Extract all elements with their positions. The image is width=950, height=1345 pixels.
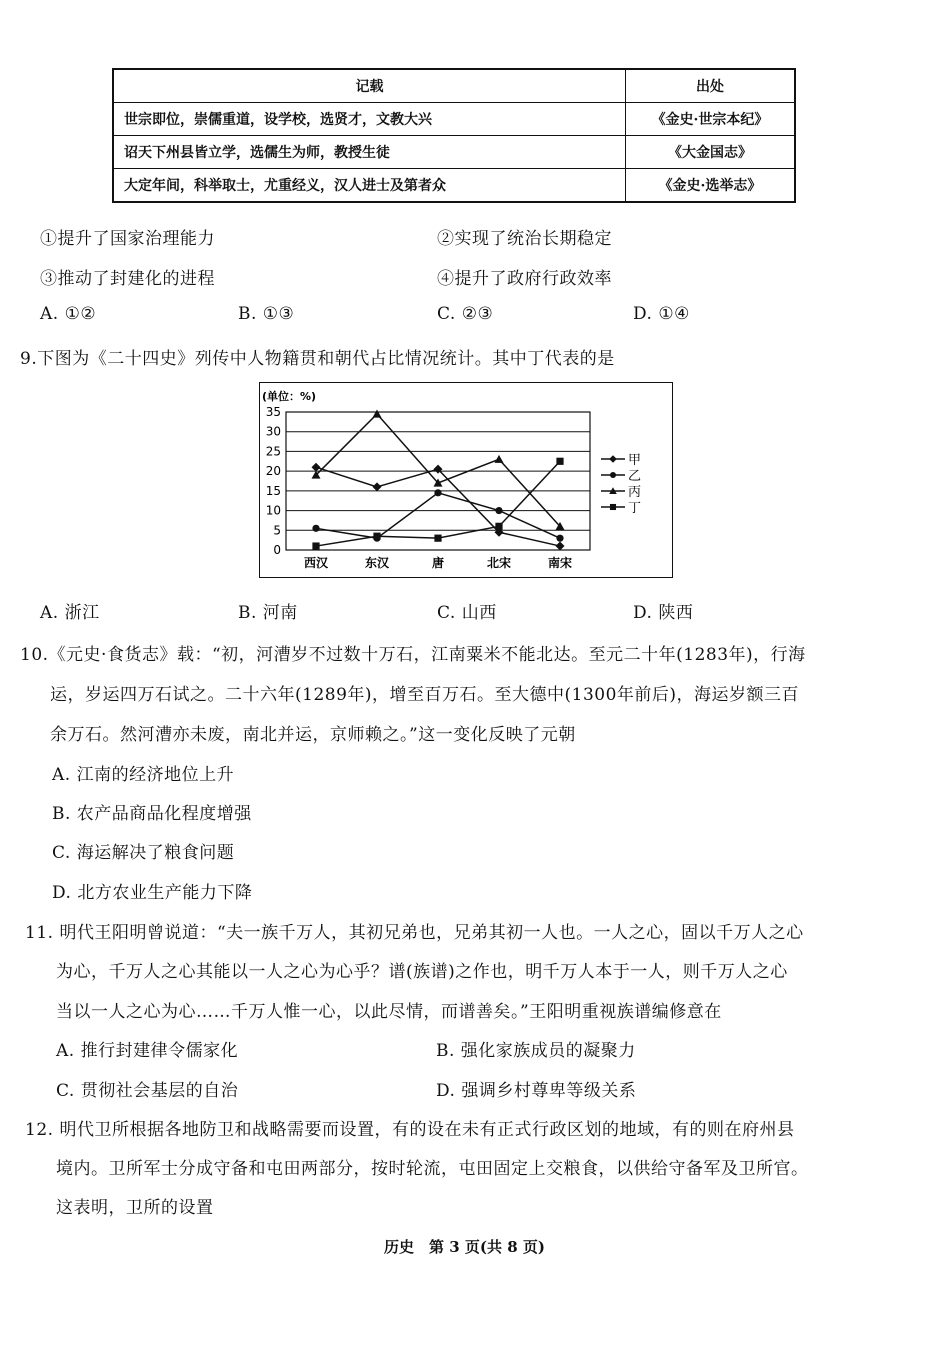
q11-stem-line: 11. 明代王阳明曾说道：“夫一族千万人，其初兄弟也，兄弟其初一人也。一人之心，固以千万人之心 <box>25 923 804 943</box>
data-point-乙 <box>556 535 563 542</box>
data-point-丁 <box>434 535 441 542</box>
y-tick-label: 25 <box>265 444 281 459</box>
x-tick-label: 北宋 <box>486 556 512 570</box>
q10-option-d[interactable]: D. 北方农业生产能力下降 <box>52 883 253 903</box>
records-table <box>112 68 796 203</box>
y-tick-label: 20 <box>265 464 281 479</box>
y-tick-label: 0 <box>273 543 281 557</box>
q9-option-a[interactable]: A. 浙江 <box>40 603 100 623</box>
q11-option-a[interactable]: A. 推行封建律令儒家化 <box>56 1041 239 1061</box>
q11-option-c[interactable]: C. 贯彻社会基层的自治 <box>56 1081 239 1101</box>
legend-label: 丁 <box>628 501 642 516</box>
data-point-乙 <box>434 489 441 496</box>
q9-stem: 9.下图为《二十四史》列传中人物籍贯和朝代占比情况统计。其中丁代表的是 <box>20 349 615 369</box>
q9-option-c[interactable]: C. 山西 <box>437 603 497 623</box>
q11-option-d[interactable]: D. 强调乡村尊卑等级关系 <box>436 1081 637 1101</box>
q11-stem-line: 为心，千万人之心其能以一人之心为心乎？谱(族谱)之作也，明千万人本于一人，则千万人之心 <box>56 962 788 982</box>
record-cell: 大定年间，科举取士，尤重经义，汉人进士及第者众 <box>113 169 626 203</box>
x-tick-label: 南宋 <box>547 556 573 570</box>
q9-option-d[interactable]: D. 陕西 <box>633 603 694 623</box>
data-point-丙 <box>495 455 504 463</box>
q10-option-c[interactable]: C. 海运解决了粮食问题 <box>52 843 235 863</box>
y-tick-label: 5 <box>273 523 281 538</box>
table-row <box>113 136 795 169</box>
legend-label: 丙 <box>628 485 642 500</box>
table-header-row <box>113 69 795 103</box>
q11-stem-line: 当以一人之心为心……千万人惟一心，以此尽情，而谱善矣。”王阳明重视族谱编修意在 <box>56 1002 722 1022</box>
source-cell: 《金史·选举志》 <box>626 169 796 203</box>
data-point-丙 <box>373 409 382 417</box>
y-tick-label: 35 <box>265 405 281 419</box>
y-tick-label: 15 <box>265 483 281 498</box>
data-point-甲 <box>312 463 321 472</box>
x-tick-label: 唐 <box>431 556 445 570</box>
legend-label: 甲 <box>628 453 642 468</box>
series-line-丁 <box>316 461 560 546</box>
table-row <box>113 103 795 136</box>
source-cell: 《金史·世宗本纪》 <box>626 103 796 136</box>
data-point-丁 <box>373 533 380 540</box>
legend-marker <box>610 504 616 510</box>
q9-option-b[interactable]: B. 河南 <box>238 603 298 623</box>
q10-stem-line: 余万石。然河漕亦未废，南北并运，京师赖之。”这一变化反映了元朝 <box>50 725 576 745</box>
legend-label: 乙 <box>628 469 642 484</box>
line-chart <box>260 383 674 579</box>
chart-frame <box>259 382 673 578</box>
x-tick-label: 西汉 <box>303 556 329 570</box>
q8-item-3: ③推动了封建化的进程 <box>40 269 215 289</box>
q8-option-b[interactable]: B. ①③ <box>238 304 295 324</box>
q8-item-1: ①提升了国家治理能力 <box>40 229 215 249</box>
record-cell: 世宗即位，崇儒重道，设学校，选贤才，文教大兴 <box>113 103 626 136</box>
x-tick-label: 东汉 <box>364 556 390 570</box>
q11-option-b[interactable]: B. 强化家族成员的凝聚力 <box>436 1041 636 1061</box>
header-source: 出处 <box>626 69 796 103</box>
q10-stem-line: 10.《元史·食货志》载：“初，河漕岁不过数十万石，江南粟米不能北达。至元二十年(1283年)，行海 <box>20 645 806 665</box>
legend-marker <box>610 472 616 478</box>
header-record: 记载 <box>113 69 626 103</box>
data-point-丁 <box>556 458 563 465</box>
page-footer: 历史 第 3 页(共 8 页) <box>384 1238 545 1256</box>
q10-stem-line: 运，岁运四万石试之。二十六年(1289年)，增至百万石。至大德中(1300年前后)，海运岁额三百 <box>50 685 800 705</box>
data-point-丁 <box>312 542 319 549</box>
data-point-乙 <box>495 507 502 514</box>
q10-option-b[interactable]: B. 农产品商品化程度增强 <box>52 804 252 824</box>
q8-item-4: ④提升了政府行政效率 <box>437 269 612 289</box>
q8-item-2: ②实现了统治长期稳定 <box>437 229 612 249</box>
y-tick-label: 10 <box>265 503 281 518</box>
unit-label: (单位：%) <box>262 390 317 403</box>
q8-option-c[interactable]: C. ②③ <box>437 304 494 324</box>
record-cell: 诏天下州县皆立学，选儒生为师，教授生徒 <box>113 136 626 169</box>
y-tick-label: 30 <box>265 424 281 439</box>
q8-option-a[interactable]: A. ①② <box>40 304 97 324</box>
q8-option-d[interactable]: D. ①④ <box>633 304 690 324</box>
data-point-甲 <box>373 482 382 491</box>
q12-stem-line: 境内。卫所军士分成守备和屯田两部分，按时轮流，屯田固定上交粮食，以供给守备军及卫所官。 <box>56 1159 809 1179</box>
data-point-乙 <box>312 525 319 532</box>
source-cell: 《大金国志》 <box>626 136 796 169</box>
data-point-甲 <box>556 542 565 551</box>
q10-option-a[interactable]: A. 江南的经济地位上升 <box>52 765 235 785</box>
legend-marker <box>609 455 617 463</box>
table-row <box>113 169 795 203</box>
q12-stem-line: 这表明，卫所的设置 <box>56 1198 214 1218</box>
q12-stem-line: 12. 明代卫所根据各地防卫和战略需要而设置，有的设在未有正式行政区划的地域，有的则在府州县 <box>25 1120 795 1140</box>
data-point-丁 <box>495 523 502 530</box>
